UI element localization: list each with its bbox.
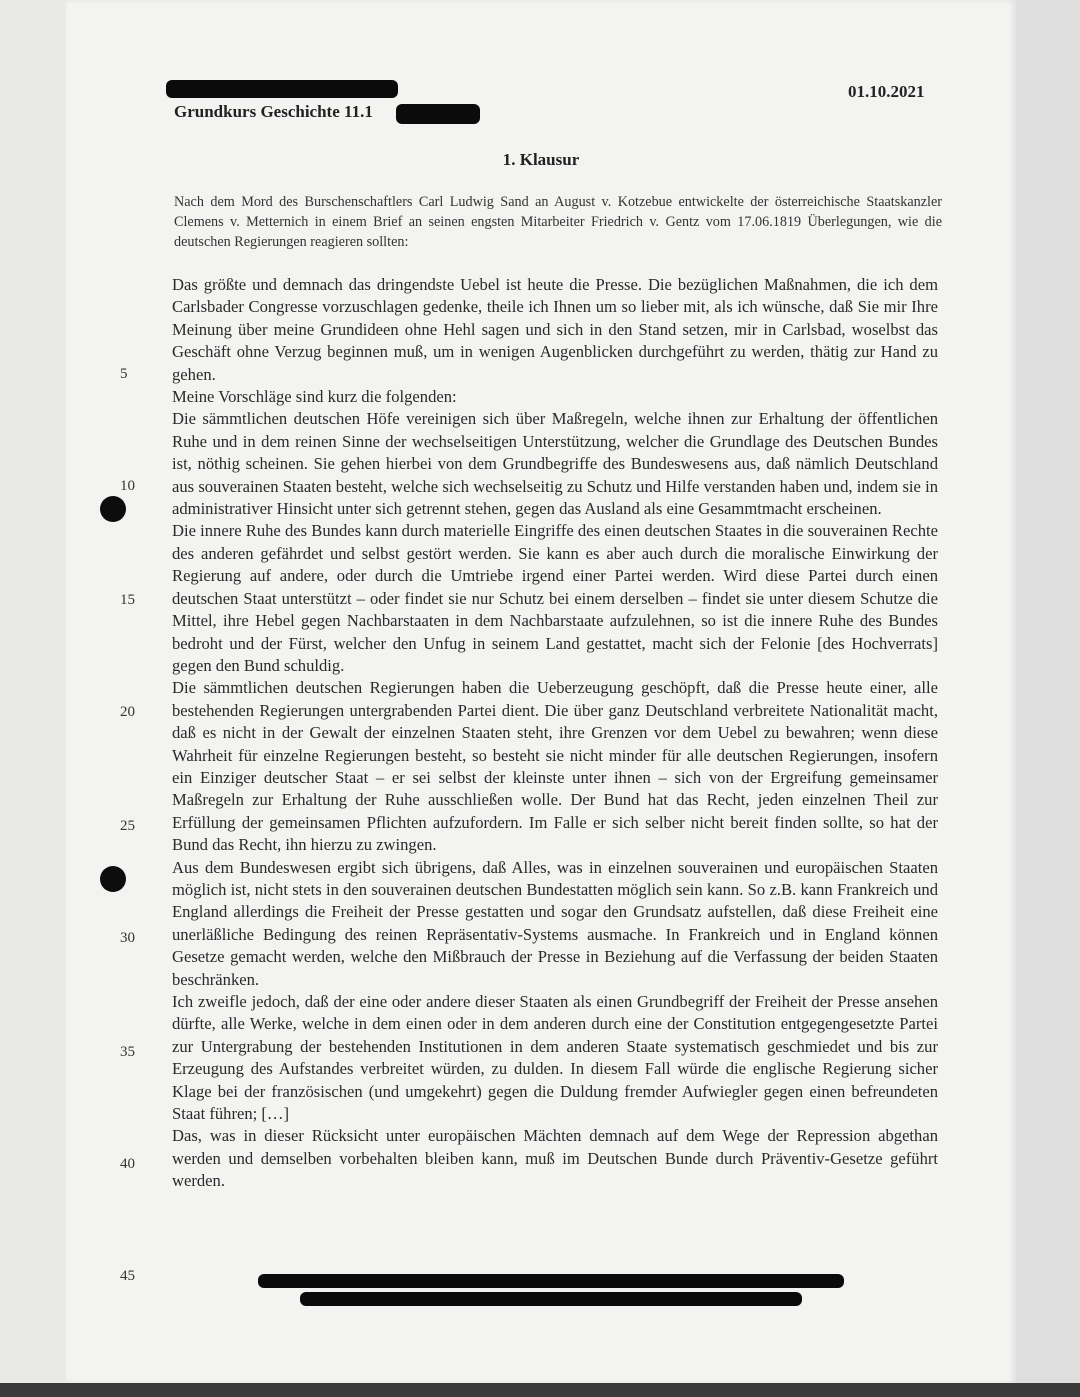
source-paragraph: Aus dem Bundeswesen ergibt sich übrigens, daß Alles, was in einzelnen souverainen und europäischen Staaten möglich ist, nicht stets in den souverainen deutschen Bundestatten möglich sein kann. So z.B. kann Frankreich und England allerdings die Freiheit der Presse gestatten und sogar den Grundsatz aufstellen, daß diese Freiheit eine unerläßliche Bedingung des reinen Repräsentativ-Systems ausmache. In Frankreich und in England können Gesetze gemacht werden, welche den Mißbrauch der Presse in Beziehung auf die Verfassung der beiden Staaten beschränken. [172,857,938,989]
source-paragraph: Ich zweifle jedoch, daß der eine oder andere dieser Staaten als einen Grundbegriff der Freiheit der Presse ansehen dürfte, alle Werke, welche in dem einen oder in dem anderen durch eine der Constitution entgegengesetzte Partei zur Untergrabung der bestehenden Institutionen in dem anderen Staate systematisch geschmiedet und bis zur Erzeugung des Aufstandes verbreitet würden, zu dulden. In diesem Fall würde die englische Regierung sicher Klage bei der französischen (und umgekehrt) gegen die Duldung fremder Aufwiegler gegen einen befreundeten Staat führen; […] [172,992,938,1124]
source-text [172,274,938,1193]
source-paragraph: Die innere Ruhe des Bundes kann durch materielle Eingriffe des einen deutschen Staates in die souverainen Rechte des anderen gefährdet und selbst gestört werden. Sie kann es aber auch durch die moralische Einwirkung der Regierung auf andere, oder durch die Umtriebe irgend einer Partei werden. Wird diese Partei durch einen deutschen Staat unterstützt – oder findet sie nur Schutz bei einem derselben – findet sie unter diesem Schutze die Mittel, ihre Hebel gegen Nachbarstaaten in dem Nachbarstaate aufzulehnen, so ist die innere Ruhe des Bundes bedroht und der Fürst, welcher den Unfug in seinem Land gestattet, macht sich der Felonie [des Hochverrats] gegen den Bund schuldig. [172,521,938,675]
line-number: 40 [120,1156,135,1172]
redacted-source-line-2 [300,1292,802,1306]
line-number: 30 [120,930,135,946]
source-paragraph: Die sämmtlichen deutschen Regierungen haben die Ueberzeugung geschöpft, daß die Presse heute einer, alle bestehenden Regierungen untergrabenden Partei dient. Die über ganz Deutschland verbreitete Nationalität macht, daß es nicht in der Gewalt der einzelnen Staaten steht, ihre Grenzen vor dem Uebel zu bewahren; wenn diese Wahrheit für einzelne Regierungen besteht, so besteht sie nicht minder für alle deutschen Regierungen, insofern ein Einziger deutscher Staat – er sei selbst der kleinste unter ihnen – sich von der Ergreifung gemeinsamer Maßregeln zur Erhaltung der Ruhe ausschließen wolle. Der Bund hat das Recht, jeden einzelnen Theil zur Erfüllung der gemeinsamen Pflichten aufzufordern. Im Falle er sich selber nicht bereit finden sollte, so hat der Bund das Recht, ihn hierzu zu zwingen. [172,678,938,855]
line-number: 45 [120,1268,135,1284]
course-label: Grundkurs Geschichte 11.1 [174,102,373,121]
line-number: 5 [120,366,128,382]
photo-background-right [1014,0,1080,1397]
exam-sheet [66,0,1016,1383]
redacted-class [396,104,480,124]
line-number: 20 [120,704,135,720]
source-paragraph: Die sämmtlichen deutschen Höfe vereinigen sich über Maßregeln, welche ihnen zur Erhaltung der öffentlichen Ruhe und in dem reinen Sinne der wechselseitigen Unterstützung, welcher die Grundlage des Deutschen Bundes ist, nöthig scheinen. Sie gehen hierbei von dem Grundbegriffe des Bundeswesens aus, daß nämlich Deutschland aus souverainen Staaten besteht, welche sich wechselseitig zu Schutz und Hilfe verstanden haben und, indem sie in administrativer Hinsicht unter sich getrennt stehen, gegen das Ausland als eine Gesammtmacht erscheinen. [172,409,938,519]
source-paragraph: Das, was in dieser Rücksicht unter europäischen Mächten demnach auf dem Wege der Repression abgethan werden und demselben vorbehalten bleiben kann, muß im Deutschen Bunde durch Präventiv-Gesetze geführt werden. [172,1126,938,1191]
redacted-source-line-1 [258,1274,844,1288]
line-number: 25 [120,818,135,834]
exam-title: 1. Klausur [502,150,580,169]
source-paragraph: Meine Vorschläge sind kurz die folgenden: [172,387,457,407]
punch-hole-top [100,496,126,522]
photo-background-bottom [0,1383,1080,1397]
photo-background-left [0,0,66,1397]
source-paragraph: Das größte und demnach das dringendste Uebel ist heute die Presse. Die bezüglichen Maßnahmen, die ich dem Carlsbader Congresse vorzuschlagen gedenke, theile ich Ihnen um so lieber mit, als ich wünsche, daß Sie mir Ihre Meinung über meine Grundideen ohne Hehl sagen und sich in den Stand setzen, mir in Carlsbad, woselbst das Geschäft ohne Verzug beginnen muß, um in wenigen Augenblicken durchgeführt zu werden, thätig zur Hand zu gehen. [172,275,938,384]
task-introduction: Nach dem Mord des Burschenschaftlers Carl Ludwig Sand an August v. Kotzebue entwickelte der österreichische Staatskanzler Clemens v. Metternich in einem Brief an seinen engsten Mitarbeiter Friedrich v. Gentz vom 17.06.1819 Überlegungen, wie die deutschen Regierungen reagieren sollten: [174,194,942,250]
line-number: 35 [120,1044,135,1060]
exam-date: 01.10.2021 [848,82,925,101]
redacted-name [166,80,398,98]
line-number: 10 [120,478,135,494]
line-number: 15 [120,592,135,608]
punch-hole-bottom [100,866,126,892]
